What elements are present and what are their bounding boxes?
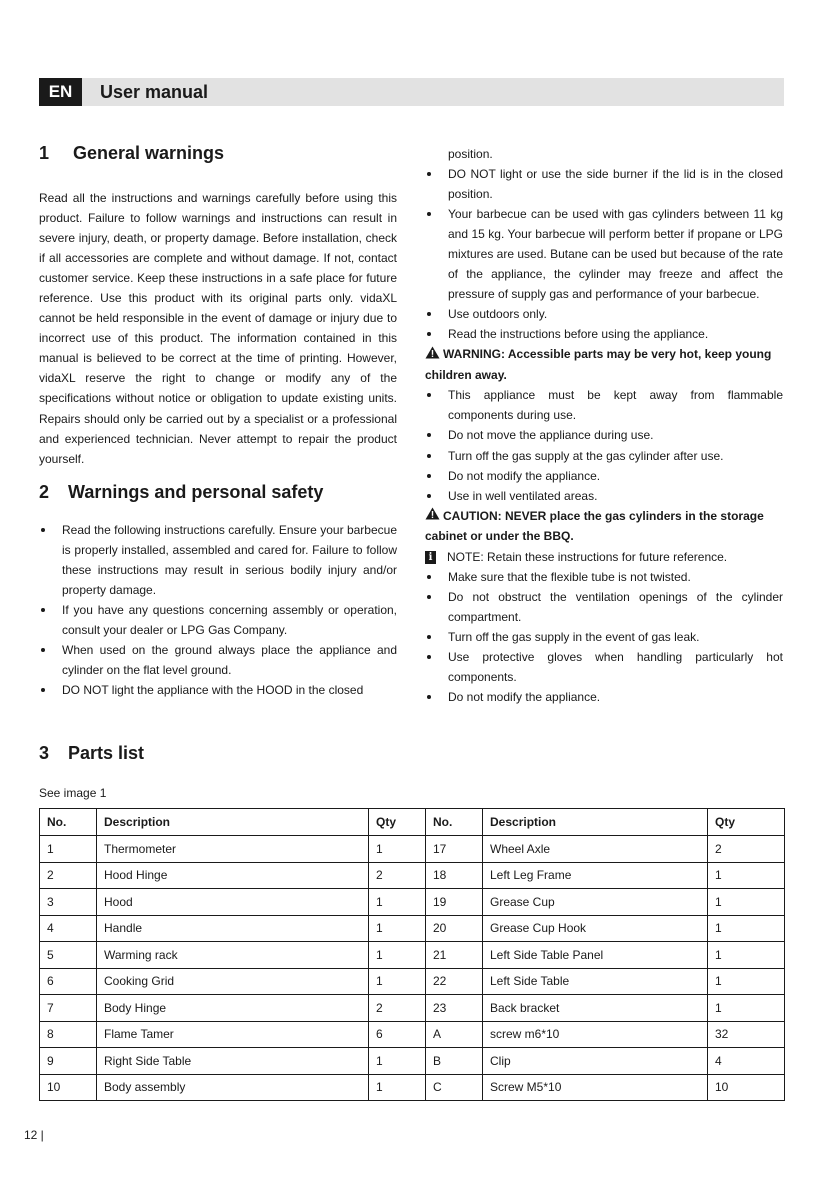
table-cell: B bbox=[426, 1048, 483, 1075]
list-item: Turn off the gas supply at the gas cylinder after use. bbox=[425, 446, 783, 466]
table-cell: 6 bbox=[40, 968, 97, 995]
table-cell: 4 bbox=[40, 915, 97, 942]
table-cell: 1 bbox=[369, 1048, 426, 1075]
section-number: 2 bbox=[39, 481, 50, 502]
table-cell: 19 bbox=[426, 889, 483, 916]
section-title: General warnings bbox=[73, 142, 225, 163]
table-cell: 1 bbox=[369, 942, 426, 969]
table-cell: 1 bbox=[369, 1074, 426, 1101]
table-cell: 1 bbox=[708, 942, 785, 969]
list-item: Read the instructions before using the appliance. bbox=[425, 324, 783, 344]
table-row bbox=[40, 1074, 785, 1101]
table-cell: 1 bbox=[708, 915, 785, 942]
list-item: DO NOT light or use the side burner if the lid is in the closed position. bbox=[425, 164, 783, 204]
section-title: Parts list bbox=[68, 742, 145, 763]
column-header: Qty bbox=[369, 809, 426, 836]
table-cell: 1 bbox=[708, 862, 785, 889]
section-number: 3 bbox=[39, 742, 50, 763]
list-item: Use in well ventilated areas. bbox=[425, 486, 783, 506]
table-cell: 10 bbox=[708, 1074, 785, 1101]
list-item: If you have any questions concerning assembly or operation, consult your dealer or LPG Gas Company. bbox=[39, 600, 397, 640]
table-cell: 2 bbox=[708, 836, 785, 863]
table-cell: 17 bbox=[426, 836, 483, 863]
left-column bbox=[39, 140, 397, 700]
table-cell: 4 bbox=[708, 1048, 785, 1075]
table-cell: Wheel Axle bbox=[483, 836, 708, 863]
table-row bbox=[40, 942, 785, 969]
table-cell: 10 bbox=[40, 1074, 97, 1101]
caution-icon bbox=[425, 506, 443, 526]
table-cell: Hood bbox=[97, 889, 369, 916]
table-cell: 2 bbox=[40, 862, 97, 889]
table-cell: Screw M5*10 bbox=[483, 1074, 708, 1101]
table-cell: 2 bbox=[369, 862, 426, 889]
safety-list-4 bbox=[425, 567, 783, 707]
section-2-heading bbox=[39, 479, 397, 505]
table-cell: Cooking Grid bbox=[97, 968, 369, 995]
column-header: No. bbox=[426, 809, 483, 836]
table-row bbox=[40, 1048, 785, 1075]
list-item: Use protective gloves when handling particularly hot components. bbox=[425, 647, 783, 687]
table-cell: 2 bbox=[369, 995, 426, 1022]
table-cell: 23 bbox=[426, 995, 483, 1022]
note-text: NOTE: Retain these instructions for future reference. bbox=[447, 549, 728, 564]
table-cell: 9 bbox=[40, 1048, 97, 1075]
list-item: Do not obstruct the ventilation openings of the cylinder compartment. bbox=[425, 587, 783, 627]
table-cell: 1 bbox=[369, 889, 426, 916]
table-cell: 32 bbox=[708, 1021, 785, 1048]
table-cell: Handle bbox=[97, 915, 369, 942]
table-cell: Thermometer bbox=[97, 836, 369, 863]
table-cell: Warming rack bbox=[97, 942, 369, 969]
page-title: User manual bbox=[100, 81, 209, 102]
list-item: Turn off the gas supply in the event of gas leak. bbox=[425, 627, 783, 647]
warning-notice bbox=[425, 344, 783, 385]
table-cell: Right Side Table bbox=[97, 1048, 369, 1075]
table-cell: 20 bbox=[426, 915, 483, 942]
table-cell: 1 bbox=[708, 889, 785, 916]
column-header: Qty bbox=[708, 809, 785, 836]
parts-table-body bbox=[40, 836, 785, 1101]
table-cell: 1 bbox=[369, 836, 426, 863]
list-item: Read the following instructions carefully. Ensure your barbecue is properly installed, assembled and cared for. Failure to follow these instructions may result in serious bodily injury and/or property damage. bbox=[39, 520, 397, 600]
section-number: 1 bbox=[39, 142, 50, 163]
warning-text: WARNING: Accessible parts may be very hot, keep young children away. bbox=[425, 347, 772, 383]
table-cell: Grease Cup bbox=[483, 889, 708, 916]
list-item: Do not modify the appliance. bbox=[425, 466, 783, 486]
table-cell: 1 bbox=[708, 968, 785, 995]
table-cell: Back bracket bbox=[483, 995, 708, 1022]
warning-icon bbox=[425, 345, 443, 365]
page-number: 12 | bbox=[24, 1128, 44, 1142]
list-item-continuation: position. bbox=[448, 147, 493, 161]
table-cell: 22 bbox=[426, 968, 483, 995]
table-row bbox=[40, 862, 785, 889]
table-cell: 5 bbox=[40, 942, 97, 969]
list-item: Your barbecue can be used with gas cylinders between 11 kg and 15 kg. Your barbecue will perform better if propane or LPG mixtures are used. Butane can be used but because of the rate of the appliance, the cylinder may freeze and affect the pressure of supply gas and performance of your barbecue. bbox=[425, 204, 783, 304]
section-title: Warnings and personal safety bbox=[68, 481, 324, 502]
table-row bbox=[40, 889, 785, 916]
list-item: Do not move the appliance during use. bbox=[425, 425, 783, 445]
table-cell: Left Leg Frame bbox=[483, 862, 708, 889]
table-cell: Left Side Table bbox=[483, 968, 708, 995]
caution-text: CAUTION: NEVER place the gas cylinders in the storage cabinet or under the BBQ. bbox=[425, 508, 764, 544]
safety-list-3 bbox=[425, 385, 783, 505]
list-item: When used on the ground always place the appliance and cylinder on the flat level ground. bbox=[39, 640, 397, 680]
table-cell: 1 bbox=[369, 968, 426, 995]
list-item: DO NOT light the appliance with the HOOD in the closed bbox=[39, 680, 397, 700]
table-cell: 1 bbox=[40, 836, 97, 863]
info-icon: i bbox=[425, 551, 436, 564]
caution-notice bbox=[425, 506, 783, 547]
table-cell: 3 bbox=[40, 889, 97, 916]
table-header-row bbox=[40, 809, 785, 836]
list-item: Make sure that the flexible tube is not twisted. bbox=[425, 567, 783, 587]
table-cell: 18 bbox=[426, 862, 483, 889]
table-cell: 1 bbox=[369, 915, 426, 942]
column-header: No. bbox=[40, 809, 97, 836]
table-cell: 7 bbox=[40, 995, 97, 1022]
safety-list bbox=[39, 520, 397, 700]
safety-list-2 bbox=[425, 164, 783, 344]
list-item: Use outdoors only. bbox=[425, 304, 783, 324]
table-cell: Body Hinge bbox=[97, 995, 369, 1022]
table-cell: Left Side Table Panel bbox=[483, 942, 708, 969]
see-image-caption: See image 1 bbox=[39, 786, 107, 800]
table-cell: Clip bbox=[483, 1048, 708, 1075]
section-3-heading bbox=[39, 740, 144, 766]
table-cell: Hood Hinge bbox=[97, 862, 369, 889]
note-notice bbox=[425, 547, 783, 567]
table-row bbox=[40, 915, 785, 942]
section-1-heading bbox=[39, 140, 397, 166]
table-row bbox=[40, 968, 785, 995]
column-header: Description bbox=[97, 809, 369, 836]
header-bar bbox=[39, 78, 784, 106]
parts-table bbox=[39, 808, 785, 1101]
table-row bbox=[40, 995, 785, 1022]
table-cell: Grease Cup Hook bbox=[483, 915, 708, 942]
list-item: This appliance must be kept away from flammable components during use. bbox=[425, 385, 783, 425]
list-item: Do not modify the appliance. bbox=[425, 687, 783, 707]
table-row bbox=[40, 836, 785, 863]
table-cell: 8 bbox=[40, 1021, 97, 1048]
table-cell: 21 bbox=[426, 942, 483, 969]
table-cell: screw m6*10 bbox=[483, 1021, 708, 1048]
table-cell: 1 bbox=[708, 995, 785, 1022]
language-badge: EN bbox=[39, 78, 82, 106]
table-cell: A bbox=[426, 1021, 483, 1048]
column-header: Description bbox=[483, 809, 708, 836]
table-cell: Flame Tamer bbox=[97, 1021, 369, 1048]
table-cell: Body assembly bbox=[97, 1074, 369, 1101]
table-cell: C bbox=[426, 1074, 483, 1101]
table-cell: 6 bbox=[369, 1021, 426, 1048]
table-row bbox=[40, 1021, 785, 1048]
right-column bbox=[425, 144, 783, 707]
general-warnings-text: Read all the instructions and warnings carefully before using this product. Failure to follow warnings and instructions can result in severe injury, death, or property damage. Before installation, check if all accessories are complete and without damage. If not, contact customer service. Keep these instructions in a safe place for future reference. Use this product with its original parts only. vidaXL cannot be held responsible in the event of damage or injury due to incorrect use of this product. The information contained in this manual is believed to be correct at the time of printing. However, vidaXL reserve the right to change or modify any of the specifications without notice or obligation to update existing units. Repairs should only be carried out by a specialist or a professional and experienced technician. Never attempt to repair the product yourself. bbox=[39, 191, 397, 466]
